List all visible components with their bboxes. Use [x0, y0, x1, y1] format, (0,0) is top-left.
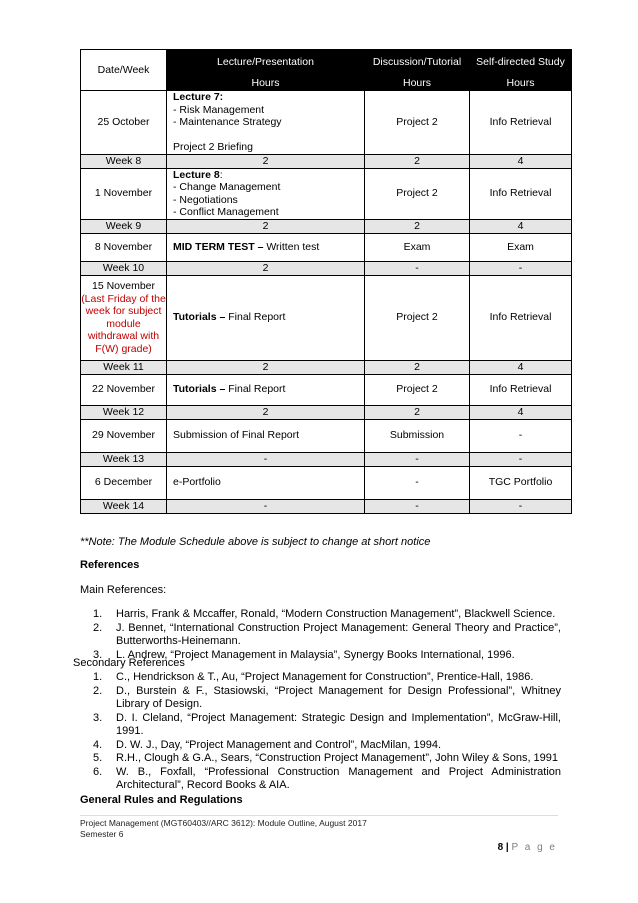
row-date-label: 15 November — [91, 280, 156, 292]
row-date: 8 November — [81, 233, 167, 261]
week-row — [81, 360, 572, 374]
lecture-line: - Negotiations — [173, 193, 238, 206]
lecture-title: Lecture 8 — [173, 168, 220, 181]
lecture-line: - Risk Management — [173, 103, 265, 116]
week-label: Week 11 — [81, 360, 167, 374]
week-row — [81, 219, 572, 233]
row-self-study: Info Retrieval — [470, 168, 572, 219]
lecture-line: - Maintenance Strategy — [173, 116, 282, 128]
week-row — [81, 452, 572, 466]
week-label: Week 12 — [81, 405, 167, 419]
lecture-text: Submission of Final Report — [173, 429, 300, 442]
row-discussion: Project 2 — [365, 168, 470, 219]
week-label: Week 14 — [81, 499, 167, 513]
week-discussion-hours: 2 — [365, 154, 470, 168]
week-self-hours: 4 — [470, 154, 572, 168]
list-item: 4. D. W. J., Day, “Project Management and Control”, MacMilan, 1994. — [93, 738, 442, 751]
list-item: 3. D. I. Cleland, “Project Management: Strategic Design and Implementation”, McGraw-Hill, 1991. — [93, 711, 561, 737]
row-lecture — [167, 233, 365, 261]
row-date — [81, 275, 167, 360]
row-date: 1 November — [81, 168, 167, 219]
table-row — [81, 419, 572, 452]
table-row — [81, 275, 572, 360]
list-item: 6. W. B., Foxfall, “Professional Construction Management and Project Administration Architectural”, Record Books & AIA. — [93, 765, 561, 791]
row-self-study: Exam — [470, 233, 572, 261]
row-self-study: Info Retrieval — [470, 275, 572, 360]
week-lecture-hours: - — [167, 499, 365, 513]
lecture-text: Final Report — [225, 383, 286, 396]
row-lecture — [167, 466, 365, 499]
week-self-hours: - — [470, 261, 572, 275]
table-row — [81, 91, 572, 155]
row-date: 25 October — [81, 91, 167, 155]
row-date: 6 December — [81, 466, 167, 499]
references-heading: References — [80, 559, 140, 571]
footer-semester: Semester 6 — [80, 828, 124, 839]
list-item: 3. L. Andrew, “Project Management in Malaysia”, Synergy Books International, 1996. — [93, 648, 515, 661]
week-row — [81, 154, 572, 168]
list-item: 1. Harris, Frank & Mccaffer, Ronald, “Modern Construction Management”, Blackwell Science. — [93, 608, 556, 620]
week-lecture-hours: 2 — [167, 219, 365, 233]
week-lecture-hours: - — [167, 452, 365, 466]
lecture-line: - Change Management — [173, 181, 281, 193]
week-label: Week 10 — [81, 261, 167, 275]
week-self-hours: 4 — [470, 360, 572, 374]
lecture-bold: MID TERM TEST – — [173, 240, 264, 253]
week-discussion-hours: 2 — [365, 405, 470, 419]
row-self-study: Info Retrieval — [470, 374, 572, 405]
schedule-note: **Note: The Module Schedule above is subject to change at short notice — [80, 536, 431, 548]
row-self-study: Info Retrieval — [470, 91, 572, 155]
footer — [80, 818, 367, 839]
lecture-bold: Tutorials – — [173, 383, 226, 396]
row-lecture — [167, 275, 365, 360]
week-discussion-hours: - — [365, 452, 470, 466]
module-schedule-table — [80, 49, 572, 514]
row-lecture — [167, 374, 365, 405]
header-hours-discussion: Hours — [365, 76, 470, 91]
list-item: 5. R.H., Clough & G.A., Sears, “Construction Project Management”, John Wiley & Sons, 1991 — [93, 752, 559, 764]
lecture-line: Project 2 Briefing — [173, 141, 253, 153]
row-discussion: Project 2 — [365, 374, 470, 405]
list-item: 2. D., Burstein & F., Stasiowski, “Project Management for Design Professional”, Whitney Library of Design. — [93, 684, 561, 710]
table-row — [81, 233, 572, 261]
table-row — [81, 168, 572, 219]
footer-course: Project Management (MGT60403//ARC 3612): Module Outline, August 2017 — [80, 818, 367, 828]
lecture-spacer — [173, 129, 364, 142]
lecture-text: Final Report — [225, 311, 286, 324]
week-discussion-hours: - — [365, 499, 470, 513]
row-lecture — [167, 168, 365, 219]
header-date-week: Date/Week — [81, 50, 167, 91]
lecture-line: - Conflict Management — [173, 206, 279, 218]
row-discussion: Exam — [365, 233, 470, 261]
row-discussion: Submission — [365, 419, 470, 452]
header-hours-lecture: Hours — [167, 76, 365, 91]
list-item: 2. J. Bennet, “International Construction Project Management: General Theory and Practice”, Butterworths-Heinemann. — [93, 621, 561, 647]
row-discussion: Project 2 — [365, 91, 470, 155]
week-row — [81, 405, 572, 419]
row-lecture — [167, 91, 365, 155]
row-date: 22 November — [81, 374, 167, 405]
lecture-bold: Tutorials – — [173, 311, 226, 324]
row-self-study: TGC Portfolio — [470, 466, 572, 499]
secondary-references-label: Secondary References — [73, 657, 185, 669]
row-discussion: Project 2 — [365, 275, 470, 360]
lecture-text: Written test — [263, 240, 320, 253]
week-lecture-hours: 2 — [167, 261, 365, 275]
week-self-hours: 4 — [470, 405, 572, 419]
footer-divider — [80, 815, 558, 816]
week-discussion-hours: - — [365, 261, 470, 275]
week-self-hours: - — [470, 452, 572, 466]
week-label: Week 13 — [81, 452, 167, 466]
week-discussion-hours: 2 — [365, 219, 470, 233]
week-self-hours: - — [470, 499, 572, 513]
row-discussion: - — [365, 466, 470, 499]
main-references-list — [93, 608, 561, 662]
row-self-study: - — [470, 419, 572, 452]
rules-heading: General Rules and Regulations — [80, 794, 243, 806]
row-date: 29 November — [81, 419, 167, 452]
week-label: Week 8 — [81, 154, 167, 168]
lecture-title: Lecture 7: — [173, 91, 224, 103]
list-item: 1. C., Hendrickson & T., Au, “Project Management for Construction”, Prentice-Hall, 1986. — [93, 671, 534, 683]
lecture-title-suffix: : — [219, 168, 223, 181]
row-lecture — [167, 419, 365, 452]
week-lecture-hours: 2 — [167, 405, 365, 419]
week-discussion-hours: 2 — [365, 360, 470, 374]
week-lecture-hours: 2 — [167, 360, 365, 374]
week-self-hours: 4 — [470, 219, 572, 233]
secondary-references-list — [93, 671, 561, 793]
header-hours-self: Hours — [470, 76, 572, 91]
week-row — [81, 261, 572, 275]
header-discussion: Discussion/Tutorial — [365, 50, 470, 76]
week-row — [81, 499, 572, 513]
table-row — [81, 374, 572, 405]
header-lecture: Lecture/Presentation — [167, 50, 365, 76]
withdrawal-note: (Last Friday of the week for subject module withdrawal with F(W) grade) — [81, 292, 166, 355]
page-number: 8 | P a g e — [497, 842, 557, 853]
main-references-label: Main References: — [80, 584, 167, 596]
week-label: Week 9 — [81, 219, 167, 233]
week-lecture-hours: 2 — [167, 154, 365, 168]
table-row — [81, 466, 572, 499]
lecture-text: e-Portfolio — [173, 476, 221, 489]
header-self-study: Self-directed Study — [470, 50, 572, 76]
